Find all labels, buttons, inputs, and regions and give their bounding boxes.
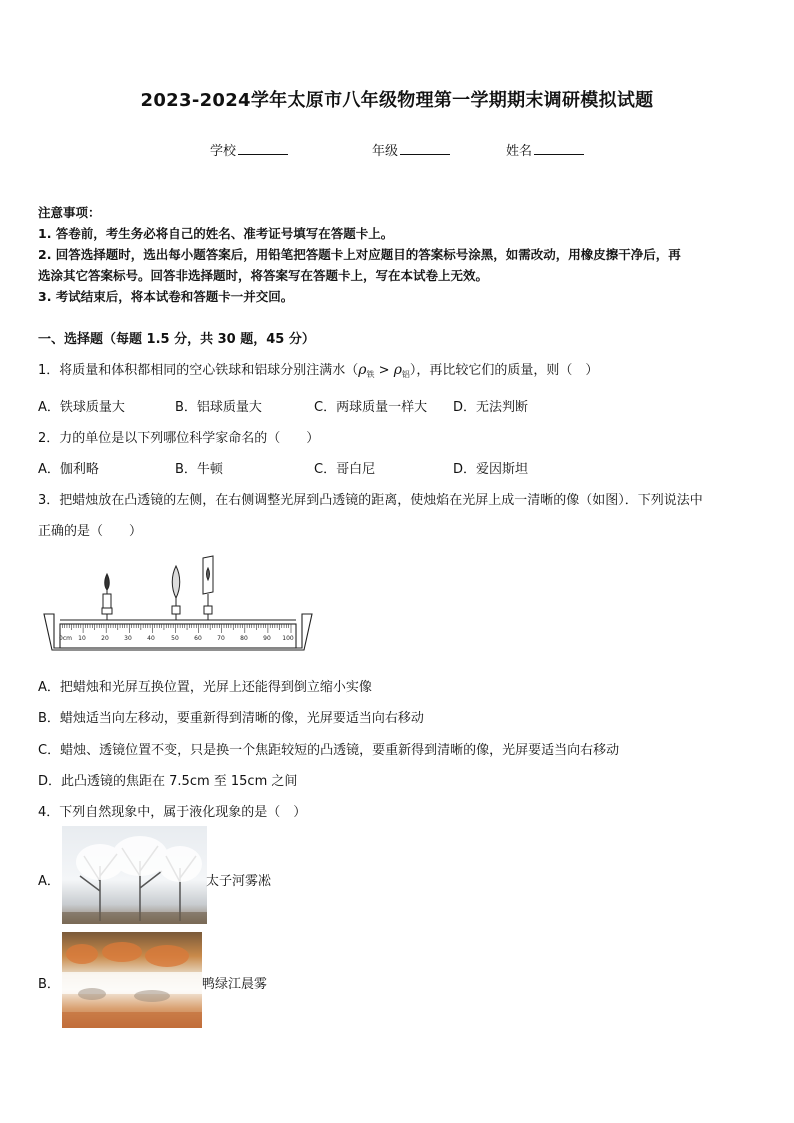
- tick-label-60: 60: [194, 635, 202, 642]
- candle: [102, 574, 112, 620]
- grade-blank: [400, 142, 450, 155]
- q1-option-a: A．铁球质量大: [38, 400, 125, 415]
- bench-frame: [44, 614, 312, 650]
- rho-aluminum-sub: 铝: [401, 370, 410, 379]
- tick-label-80: 80: [240, 635, 248, 642]
- q3-option-d: D．此凸透镜的焦距在 7.5cm 至 15cm 之间: [38, 774, 298, 789]
- greater-than: >: [374, 363, 394, 378]
- tick-label-10: 10: [78, 635, 86, 642]
- name-label: 姓名: [506, 144, 533, 159]
- question-4-stem: 4．下列自然现象中，属于液化现象的是（ ）: [38, 805, 307, 820]
- section-heading: 一、选择题（每题 1.5 分，共 30 题，45 分）: [38, 332, 315, 347]
- notes-item-2-cont: 选涂其它答案标号。回答非选择题时，将答案写在答题卡上，写在本试卷上无效。: [38, 268, 489, 283]
- q2-option-c: C．哥白尼: [314, 462, 376, 477]
- rho-iron: ρ: [358, 362, 367, 378]
- light-screen: [203, 556, 213, 620]
- q1-option-d: D．无法判断: [453, 400, 529, 415]
- notes-heading: 注意事项：: [38, 205, 101, 220]
- tick-label-100: 100: [282, 635, 294, 642]
- convex-lens: [172, 566, 180, 620]
- q3-option-b: B．蜡烛适当向左移动，要重新得到清晰的像，光屏要适当向右移动: [38, 711, 424, 726]
- q3-option-c: C．蜡烛、透镜位置不变，只是换一个焦距较短的凸透镜，要重新得到清晰的像，光屏要适当向右移动: [38, 743, 620, 758]
- question-3-stem-line-1: 3．把蜡烛放在凸透镜的左侧，在右侧调整光屏到凸透镜的距离，使烛焰在光屏上成一清晰的像（如图）．下列说法中: [38, 493, 703, 508]
- q1-stem-post: ），再比较它们的质量，则（ ）: [409, 363, 599, 378]
- notes-item-3: 3. 考试结束后，将本试卷和答题卡一并交回。: [38, 289, 294, 304]
- ruler-ticks: [60, 624, 291, 633]
- tick-label-30: 30: [124, 635, 132, 642]
- tick-label-70: 70: [217, 635, 225, 642]
- tick-label-50: 50: [171, 635, 179, 642]
- candle-flame-icon: [105, 574, 110, 590]
- question-2-stem: 2．力的单位是以下列哪位科学家命名的（ ）: [38, 431, 320, 446]
- notes-item-1: 1. 答卷前，考生务必将自己的姓名、准考证号填写在答题卡上。: [38, 226, 394, 241]
- q2-option-d: D．爱因斯坦: [453, 462, 529, 477]
- school-blank: [238, 142, 288, 155]
- exam-title: 2023-2024学年太原市八年级物理第一学期期末调研模拟试题: [140, 90, 654, 111]
- question-3-stem-line-2: 正确的是（ ）: [38, 524, 143, 539]
- q4-option-a-caption: 太子河雾凇: [206, 874, 272, 889]
- q1-stem-pre: 1．将质量和体积都相同的空心铁球和铝球分别注满水（: [38, 363, 359, 378]
- grade-label: 年级: [372, 144, 399, 159]
- lens-icon: [172, 566, 180, 598]
- q2-option-b: B．牛顿: [175, 462, 223, 477]
- optical-bench-figure: [40, 552, 316, 658]
- rho-iron-sub: 铁: [366, 370, 375, 379]
- question-1-stem: [38, 359, 598, 380]
- q4-option-b-letter: B．: [38, 977, 60, 992]
- q1-option-b: B．铝球质量大: [175, 400, 262, 415]
- q4-option-b-caption: 鸭绿江晨雾: [202, 977, 268, 992]
- tick-label-90: 90: [263, 635, 271, 642]
- rime-photo: [62, 826, 207, 924]
- rho-aluminum: ρ: [393, 362, 402, 378]
- tick-label-20: 20: [101, 635, 109, 642]
- school-label: 学校: [210, 144, 237, 159]
- notes-item-2: 2. 回答选择题时，选出每小题答案后，用铅笔把答题卡上对应题目的答案标号涂黑，如需改动，用橡皮擦干净后，再: [38, 247, 681, 262]
- q3-option-a: A．把蜡烛和光屏互换位置，光屏上还能得到倒立缩小实像: [38, 680, 372, 695]
- tick-label-40: 40: [147, 635, 155, 642]
- q4-option-a-letter: A．: [38, 874, 60, 889]
- morning-fog-photo: [62, 932, 202, 1028]
- q2-option-a: A．伽利略: [38, 462, 99, 477]
- grade-field: [372, 140, 450, 159]
- q1-option-c: C．两球质量一样大: [314, 400, 428, 415]
- ruler-unit-label: 0cm: [59, 635, 72, 642]
- name-field: [506, 140, 584, 159]
- name-blank: [534, 142, 584, 155]
- school-field: [210, 140, 288, 159]
